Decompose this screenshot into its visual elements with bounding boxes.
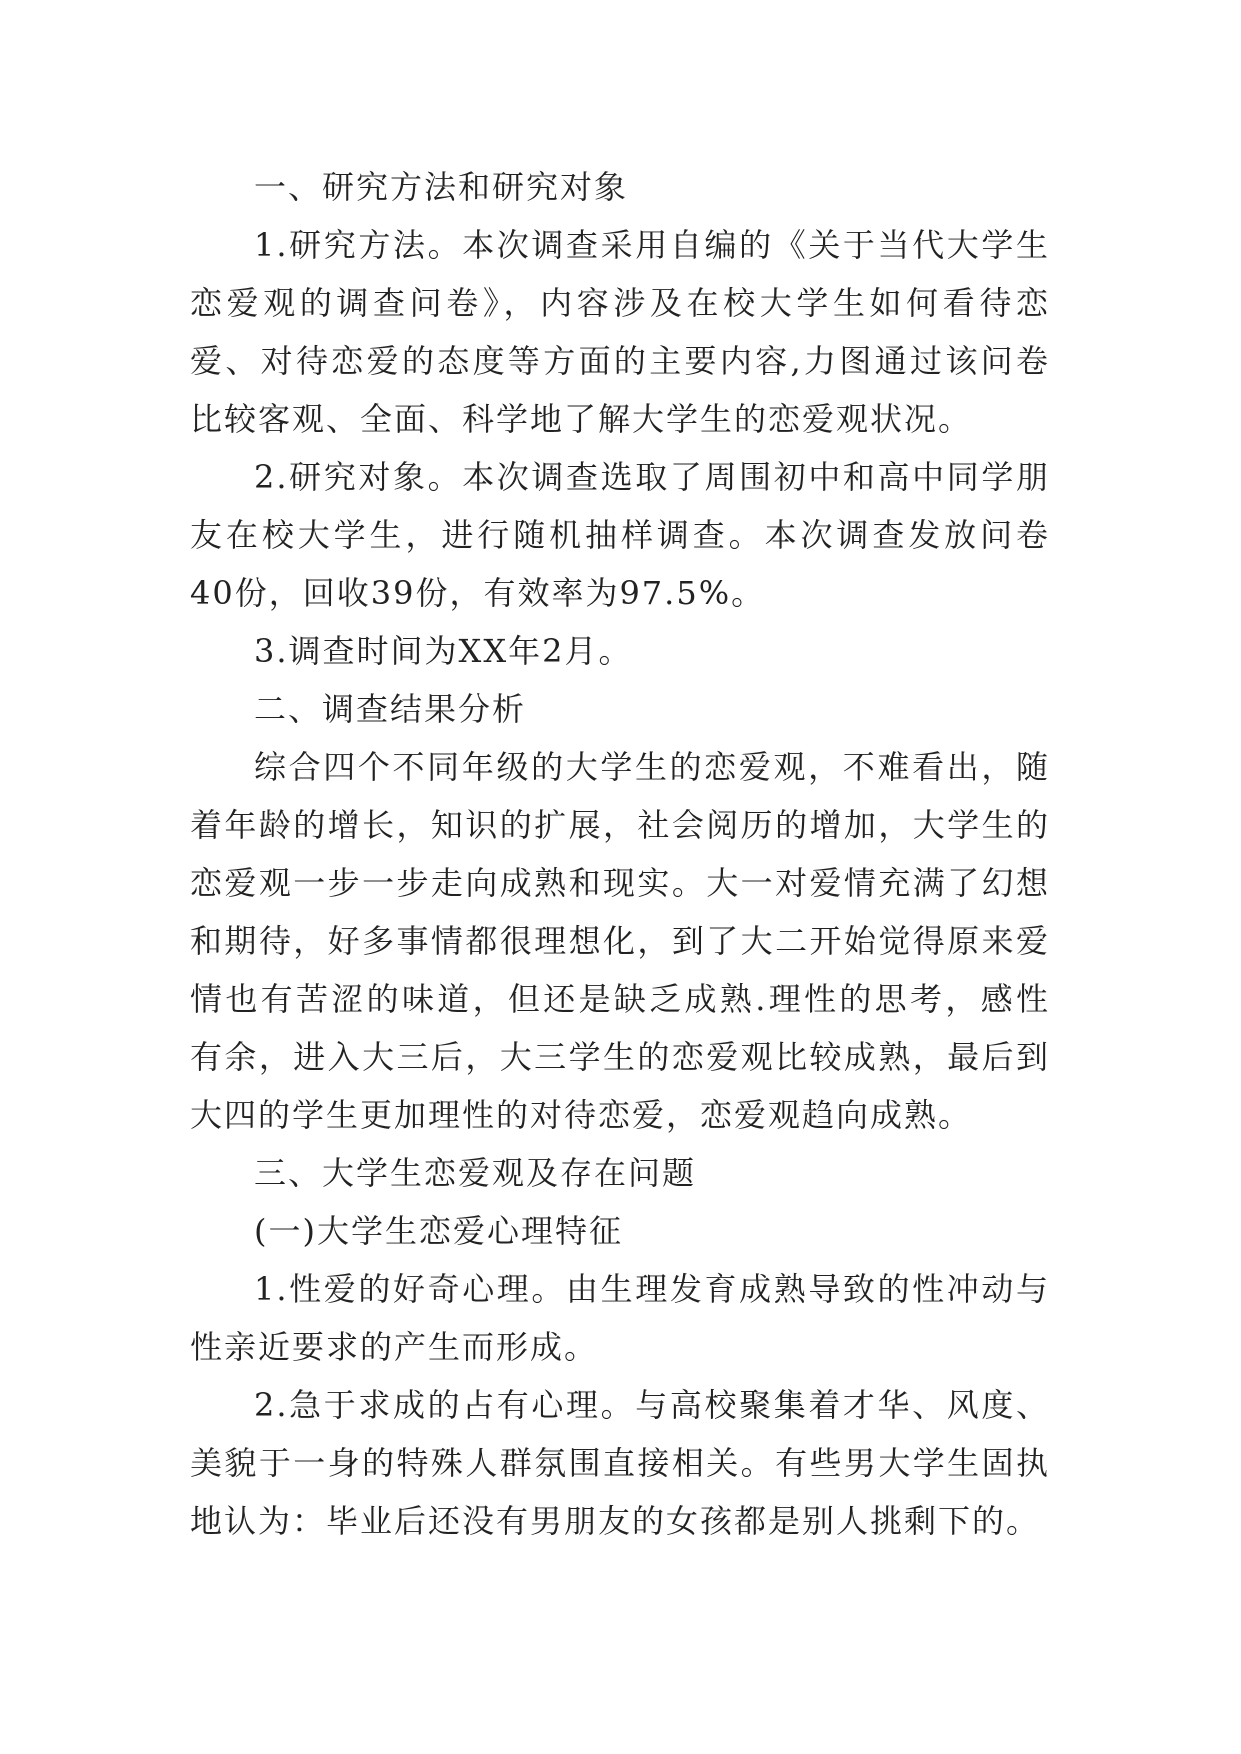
section-heading-research-methods: 一、研究方法和研究对象 [254, 168, 629, 206]
paragraph-research-method: 1.研究方法。本次调查采用自编的《关于当代大学生恋爱观的调查问卷》，内容涉及在校大学生如何看待恋爱、对待恋爱的态度等方面的主要内容,力图通过该问卷比较客观、全面、科学地了解大学生的恋爱观状况。 [190, 226, 1050, 438]
subsection-heading-psychological-traits: (一)大学生恋爱心理特征 [254, 1212, 623, 1250]
paragraph-curiosity-psychology: 1.性爱的好奇心理。由生理发育成熟导致的性冲动与性亲近要求的产生而形成。 [190, 1270, 1050, 1366]
paragraph-research-subjects: 2.研究对象。本次调查选取了周围初中和高中同学朋友在校大学生，进行随机抽样调查。本次调查发放问卷40份，回收39份，有效率为97.5%。 [190, 458, 1050, 612]
section-heading-love-views-issues: 三、大学生恋爱观及存在问题 [254, 1154, 697, 1192]
paragraph-survey-time: 3.调查时间为XX年2月。 [254, 632, 633, 670]
paragraph-results-summary: 综合四个不同年级的大学生的恋爱观，不难看出，随着年龄的增长，知识的扩展，社会阅历的增加，大学生的恋爱观一步一步走向成熟和现实。大一对爱情充满了幻想和期待，好多事情都很理想化，到了大二开始觉得原来爱情也有苦涩的味道，但还是缺乏成熟.理性的思考，感性有余，进入大三后，大三学生的恋爱观比较成熟，最后到大四的学生更加理性的对待恋爱，恋爱观趋向成熟。 [190, 748, 1050, 1134]
section-heading-results-analysis: 二、调查结果分析 [254, 690, 527, 728]
document-page [190, 158, 1050, 1550]
paragraph-possessive-psychology: 2.急于求成的占有心理。与高校聚集着才华、风度、美貌于一身的特殊人群氛围直接相关。有些男大学生固执地认为：毕业后还没有男朋友的女孩都是别人挑剩下的。 [190, 1386, 1050, 1540]
